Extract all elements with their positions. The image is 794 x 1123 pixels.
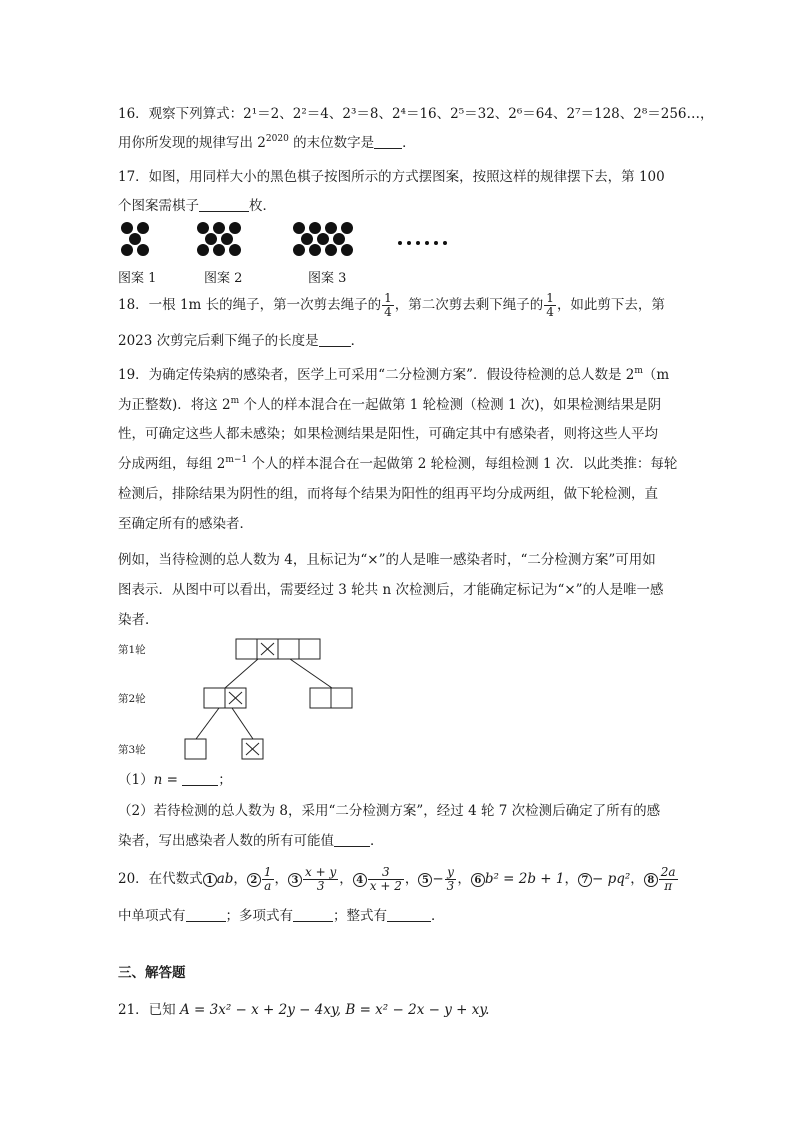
answer-blank[interactable] (293, 907, 333, 922)
q19-line7: 例如，当待检测的总人数为 4，且标记为“×”的人是唯一感染者时，“二分检测方案”可用如 (118, 552, 656, 568)
fraction: $\frac{1}{4}$ (546, 291, 554, 319)
q16-line2: 用你所发现的规律写出 $2^{2020}$ 的末位数字是 ． (118, 134, 416, 151)
fraction: $\frac{1}{4}$ (384, 291, 392, 319)
q19-line4: 分成两组，每组 $2^{m-1}$ 个人的样本混合在一起做第 2 轮检测，每组检测 1 次．以此类推：每轮 (118, 455, 678, 472)
q17-line1: 17．如图，用同样大小的黑色棋子按图所示的方式摆图案，按照这样的规律摆下去，第 100 (118, 169, 665, 185)
round-label-2: 第2轮 (118, 693, 146, 705)
answer-blank[interactable] (387, 907, 431, 922)
q19-line6: 至确定所有的感染者． (118, 516, 253, 532)
answer-blank[interactable] (186, 907, 226, 922)
pattern-caption-1: 图案 1 (118, 271, 157, 286)
q18-line1: 18．一根 1m 长的绳子，第一次剪去绳子的 $\frac{1}{4}$ ，第二次剪去剩下绳子的 $\frac{1}{4}$ ，如此剪下去，第 (118, 291, 665, 319)
pattern-caption-3: 图案 3 (308, 271, 347, 286)
q19-line1: 19．为确定传染病的感染者，医学上可采用“二分检测方案”．假设待检测的总人数是 2$^m$（m (118, 366, 670, 383)
answer-blank[interactable] (182, 771, 218, 786)
q19-line2: 为正整数)．将这 2$^m$ 个人的样本混合在一起做第 1 轮检测（检测 1 次)，如果检测结果是阴 (118, 396, 662, 413)
answer-blank[interactable] (334, 832, 370, 847)
q19-line9: 染者． (118, 612, 159, 628)
q19-sub2-line1: （2）若待检测的总人数为 8，采用“二分检测方案”，经过 4 轮 7 次检测后确定了所有的感 (118, 803, 661, 819)
pattern-caption-2: 图案 2 (204, 271, 243, 286)
q20-line1: 20．在代数式 1 ab， 2 $\frac{1}{a}$ ， 3 $\frac{x + y}{3}$ ， 4 $\frac{3}{x + 2}$ ， 5 − $\frac{y}{3}$ ， 6 b² = 2b + 1， 7 − pq²， 8 $\frac{2a}{\pi}$ (118, 865, 676, 893)
section-title: 三、解答题 (118, 965, 186, 981)
q17-line2: 个图案需棋子 枚． (118, 198, 276, 214)
q19-line3: 性，可确定这些人都未感染；如果检测结果是阳性，可确定其中有感染者，则将这些人平均 (118, 426, 658, 442)
q19-line5: 检测后，排除结果为阴性的组，而将每个结果为阳性的组再平均分成两组，做下轮检测，直 (118, 486, 658, 502)
q19-sub2-line2: 染者，写出感染者人数的所有可能值 ． (118, 833, 384, 849)
q19-sub1: （1）n = ； (118, 772, 232, 788)
round-label-3: 第3轮 (118, 744, 146, 756)
q21-line1: 21．已知 A = 3x² − x + 2y − 4xy, B = x² − 2x − y + xy. (118, 1002, 490, 1018)
q18-line2: 2023 次剪完后剩下绳子的长度是 ． (118, 333, 365, 349)
q19-line8: 图表示．从图中可以看出，需要经过 3 轮共 n 次检测后，才能确定标记为“×”的人是唯一感 (118, 582, 664, 598)
q20-line2: 中单项式有 ；多项式有 ；整式有 ． (118, 908, 445, 924)
round-label-1: 第1轮 (118, 644, 146, 656)
q16-line1: 16．观察下列算式：2¹＝2、2²＝4、2³＝8、2⁴＝16、2⁵＝32、2⁶＝64、2⁷＝128、2⁸＝256…， (118, 106, 714, 122)
